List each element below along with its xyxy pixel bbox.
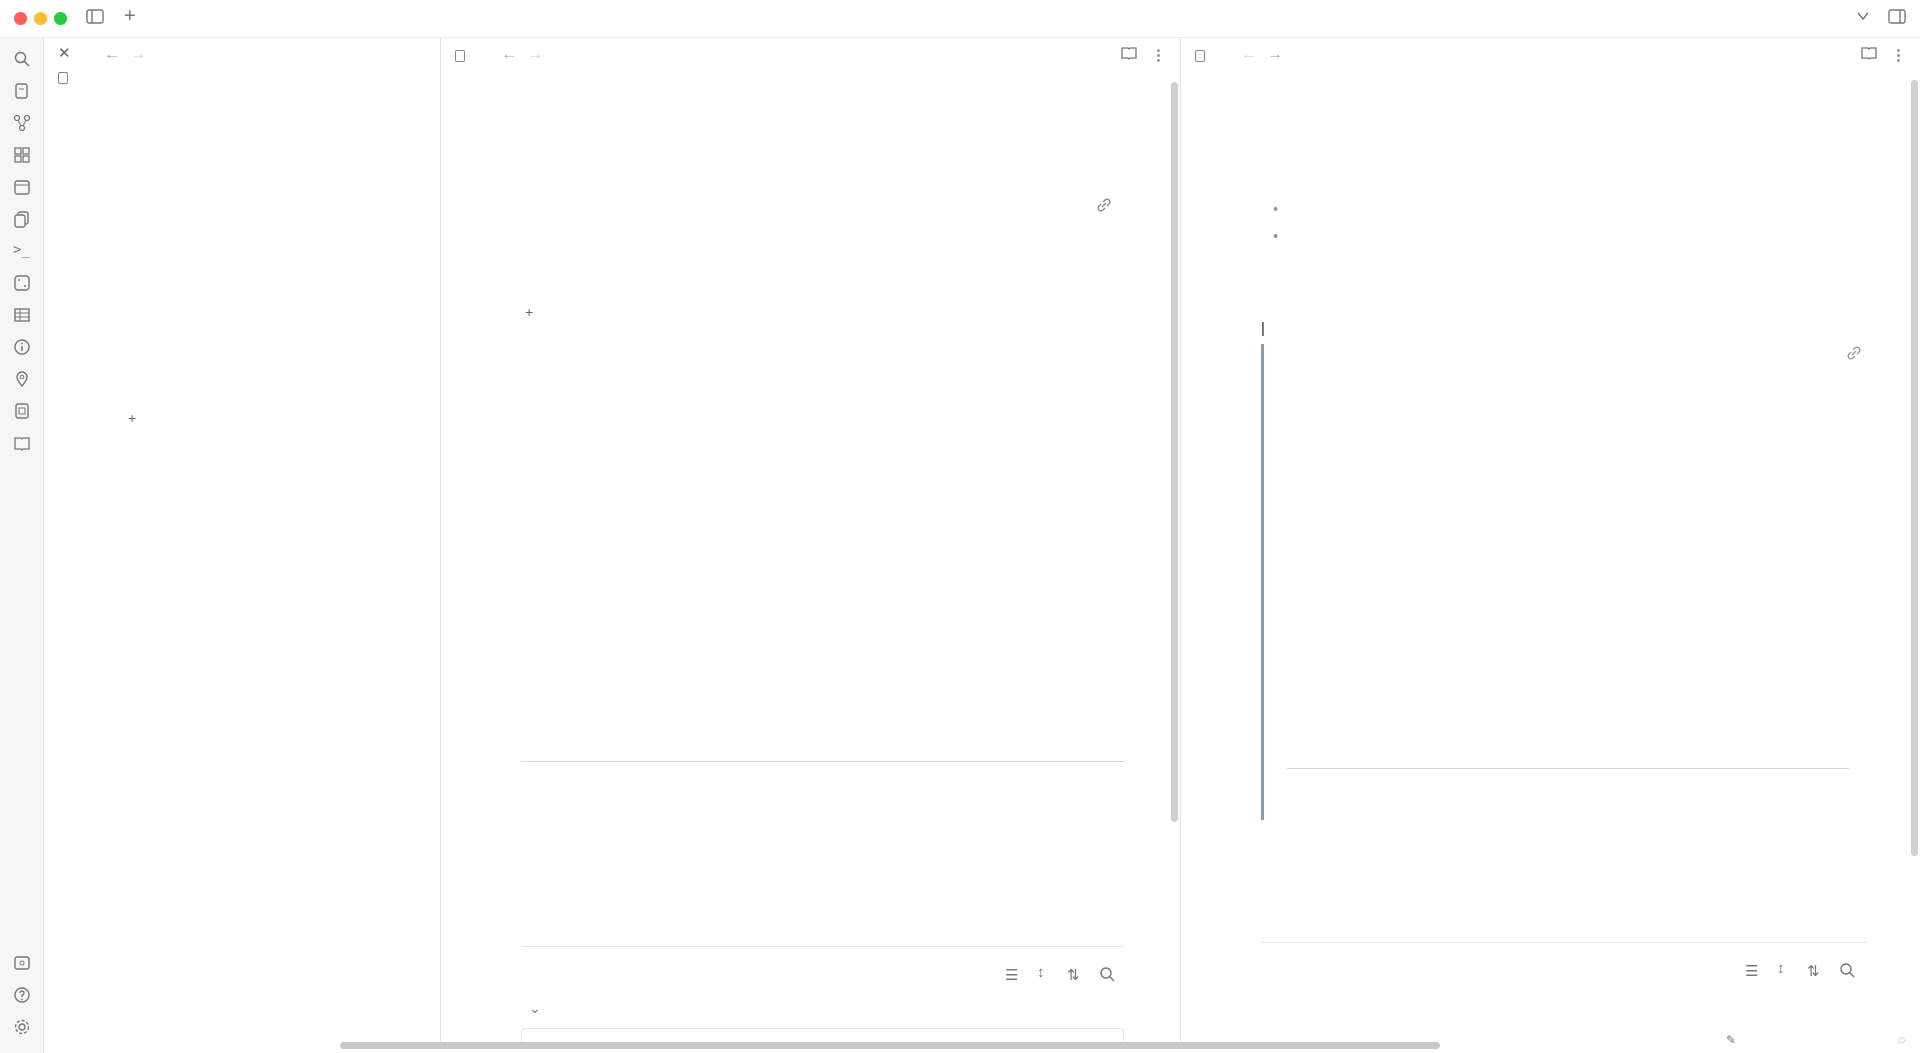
book-icon[interactable] (13, 434, 31, 452)
sort-icon[interactable]: ⇅ (1807, 963, 1820, 980)
left-ribbon (0, 38, 44, 1053)
embed-border (1261, 344, 1264, 820)
list-item: • (1273, 201, 1279, 218)
close-tab-icon[interactable]: ✕ (58, 45, 71, 62)
expand-icon[interactable]: ↕ (1777, 960, 1785, 977)
search-icon[interactable] (1099, 966, 1115, 986)
chevron-down-icon: ⌄ (529, 1000, 541, 1016)
search-icon[interactable] (1839, 962, 1855, 982)
back-arrow-icon[interactable]: ← (104, 46, 120, 63)
status-bar (1400, 1027, 1920, 1053)
table-icon[interactable] (13, 306, 31, 324)
pencil-icon[interactable]: ✎ (1726, 1033, 1737, 1047)
divider (1261, 942, 1867, 943)
close-window-button[interactable] (14, 12, 27, 25)
scrollbar[interactable] (1171, 82, 1178, 822)
maximize-window-button[interactable] (54, 12, 67, 25)
embed-code[interactable]: | (1261, 320, 1265, 337)
horizontal-rule (521, 761, 1124, 762)
back-arrow-icon[interactable]: ← (1241, 46, 1257, 63)
link-list (1273, 196, 1284, 250)
more-options-icon[interactable]: ⋮ (1151, 47, 1166, 64)
embed-draft-paragraph (1287, 770, 1847, 794)
flashcards-icon[interactable] (13, 402, 31, 420)
linked-mentions-header (1269, 962, 1277, 980)
expand-icon[interactable]: ↕ (1037, 964, 1045, 981)
linked-mentions-header (529, 966, 537, 984)
add-property-button[interactable]: + (128, 410, 137, 426)
list-icon[interactable]: ☰ (1745, 963, 1759, 980)
gear-icon[interactable] (13, 1018, 31, 1036)
embed-rule (1287, 768, 1849, 769)
graph-view-icon[interactable] (13, 114, 31, 132)
minimize-window-button[interactable] (34, 12, 47, 25)
stacked-tab-sikmura[interactable] (441, 38, 481, 1045)
info-icon[interactable] (13, 338, 31, 356)
back-arrow-icon[interactable]: ← (501, 46, 517, 63)
stacked-tab-bagong-tala[interactable] (1181, 38, 1221, 1045)
mention-group[interactable] (529, 1000, 547, 1017)
pane-sikmura (440, 38, 1180, 1045)
more-options-icon[interactable]: ⋮ (1891, 47, 1906, 64)
open-embed-link-icon[interactable] (1845, 344, 1863, 366)
forward-arrow-icon[interactable]: → (130, 46, 146, 63)
sort-icon[interactable]: ⇅ (1067, 967, 1080, 984)
pane-sampaloc-lake (44, 38, 440, 1045)
reading-view-icon[interactable] (1121, 46, 1137, 64)
search-icon[interactable] (13, 50, 31, 68)
document-icon (58, 72, 68, 84)
link-icon[interactable] (1095, 196, 1113, 218)
chevron-down-icon[interactable] (1856, 9, 1870, 28)
list-item: • (1273, 228, 1279, 245)
document-icon (1195, 50, 1205, 62)
vault-icon[interactable] (13, 954, 31, 972)
new-tab-icon[interactable]: + (124, 5, 136, 27)
help-icon[interactable] (13, 986, 31, 1004)
document-icon (455, 50, 465, 62)
dice-icon[interactable] (13, 274, 31, 292)
divider (521, 946, 1124, 947)
stacked-tab-sampaloc-lake[interactable] (44, 38, 84, 1045)
draft-paragraph (521, 798, 1121, 822)
scrollbar[interactable] (1911, 80, 1918, 856)
files-icon[interactable] (13, 82, 31, 100)
right-sidebar-toggle-icon[interactable] (1888, 9, 1906, 30)
canvas-icon[interactable] (13, 146, 31, 164)
pane-bagong-tala (1180, 38, 1920, 1045)
copy-icon[interactable] (13, 210, 31, 228)
reading-view-icon[interactable] (1861, 46, 1877, 64)
sync-status-icon[interactable]: ◌ (1898, 1033, 1906, 1047)
horizontal-scrollbar[interactable] (340, 1042, 1440, 1049)
sidebar-toggle-icon[interactable] (86, 9, 104, 30)
forward-arrow-icon[interactable]: → (1267, 46, 1283, 63)
title-bar (0, 0, 1920, 38)
list-icon[interactable]: ☰ (1005, 967, 1019, 984)
add-property-button[interactable]: + (525, 304, 534, 320)
map-pin-icon[interactable] (13, 370, 31, 388)
forward-arrow-icon[interactable]: → (527, 46, 543, 63)
terminal-icon[interactable]: >_ (13, 242, 30, 258)
calendar-icon[interactable] (13, 178, 31, 196)
